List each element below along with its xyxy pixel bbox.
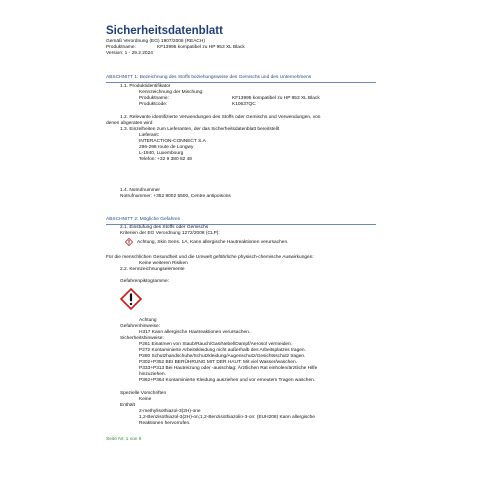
ghs07-exclamation-icon <box>120 288 142 310</box>
product-code-value: K10637QC <box>232 102 256 107</box>
special-label: Spezielle Vorschriften <box>120 391 167 396</box>
ghs07-exclamation-icon <box>125 238 133 246</box>
contains-label: Enthält <box>120 403 135 408</box>
supplier-label: Lieferant: <box>139 133 160 138</box>
s12-line1: 1.2. Relevante identifizierte Verwendungen des Stoffs oder Gemischs und Verwendungen, von <box>120 115 321 120</box>
contains-2: 1,2-Benzisothiazol-3(2H)-on;1,2-Benzisothiazolin-3-on: (EUH208) Kann allergische <box>139 415 315 420</box>
s12-line2: denen abgeraten wird <box>106 121 153 126</box>
contains-3: Reaktionen hervorrufen. <box>139 421 191 426</box>
hazard-label: Gefahrenhinweise: <box>120 324 160 329</box>
supplier-name: INTERACTION-CONNECT S.A <box>139 139 206 144</box>
supplier-address1: 296-298 route de Longwy <box>139 145 194 150</box>
product-name-label: Produktname: <box>139 96 169 101</box>
product-name-value: KF13995 kompatibel zu HP 953 XL Black <box>232 96 320 101</box>
section1-rule <box>106 82 376 83</box>
s14-heading: 1.4. Notrufnummer <box>120 188 160 193</box>
version-text: Version: 1 - 29.2.2024 <box>106 51 153 56</box>
s22-heading: 2.2. Kennzeichnungselemente <box>120 267 185 272</box>
special-value: Keine <box>139 397 152 402</box>
header-product-value: KF13995 kompatibel zu HP 953 XL Black <box>157 45 245 50</box>
contains-1: 2-methylisothiazol-3(2H)-one <box>139 409 201 414</box>
s13-heading: 1.3. Einzelheiten zum Lieferanten, der das Sicherheitsdatenblatt bereitstellt <box>120 127 280 132</box>
supplier-phone: Telefon: +32 9 380 82 48 <box>139 157 192 162</box>
pictograms-label: Gefahrenpiktogramme: <box>120 279 170 284</box>
classification-text: Achtung, Skin Sens. 1A, Kann allergische Hautreaktionen verursachen. <box>137 240 289 245</box>
s21-heading: 2.1. Einstufung des Stoffs oder Gemischs <box>120 225 209 230</box>
clp-criteria: Kriterien der EG Verordnung 1272/2008 (CLP): <box>120 231 220 236</box>
precaution-p272: P272 Kontaminierte Arbeitskleidung nicht außerhalb des Arbeitsplatzes tragen. <box>139 348 306 353</box>
precaution-p261: P261 Einatmen von Staub/Rauch/Gas/Nebel/Dampf/Aerosol vermeiden. <box>139 342 293 347</box>
section2-heading: ABSCHNITT 2: Mögliche Gefahren <box>106 217 181 222</box>
s11-heading: 1.1. Produktidentifikator <box>120 84 171 89</box>
section1-heading: ABSCHNITT 1: Bezeichnung des Stoffs beziehungsweise des Gemischs und des Unternehmens <box>106 75 312 80</box>
product-code-label: Produktcode: <box>139 102 168 107</box>
precaution-p362: P362+P364 Kontaminierte Kleidung ausziehen und vor erneutem Tragen waschen. <box>139 378 316 383</box>
emergency-number: Notrufnummer: +352 8002 5500, Centre antipoisons <box>120 194 231 199</box>
header-product-label: Produktname: <box>106 45 136 50</box>
signal-word: Achtung <box>139 318 157 323</box>
precaution-label: Sicherheitshinweise: <box>120 336 164 341</box>
precaution-p302: P302+P352 BEI BERÜHRUNG MIT DER HAUT: Mit viel Wasser/waschen. <box>139 360 297 365</box>
supplier-address2: L-1940, Luxembourg <box>139 151 184 156</box>
hazard-h317: H317 Kann allergische Hautreaktionen verursachen. <box>139 330 251 335</box>
page-number: Seite Nr. 1 von 9 <box>106 437 142 442</box>
s11-sub: Kennzeichnung der Mischung: <box>139 90 204 95</box>
effects-value: Keine weiteren Risiken <box>139 261 188 266</box>
precaution-p333-cont: hinzuziehen. <box>139 372 166 377</box>
regulation-text: Gemäß Verordnung (EG) 1907/2006 (REACH) <box>106 39 205 44</box>
precaution-p280: P280 Schutzhandschuhe/Schutzkleidung/Augenschutz/Gesichtsschutz tragen. <box>139 354 306 359</box>
effects-line: Für die menschlichen Gesundheit und die Umwelt gefährliche physisch-chemische Auswirkungen: <box>106 255 314 260</box>
precaution-p333: P333+P313 Bei Hautreizung oder -ausschlag: Ärztlichen Rat einholen/ärztliche Hilfe <box>139 366 318 371</box>
page-title: Sicherheitsdatenblatt <box>106 25 223 37</box>
